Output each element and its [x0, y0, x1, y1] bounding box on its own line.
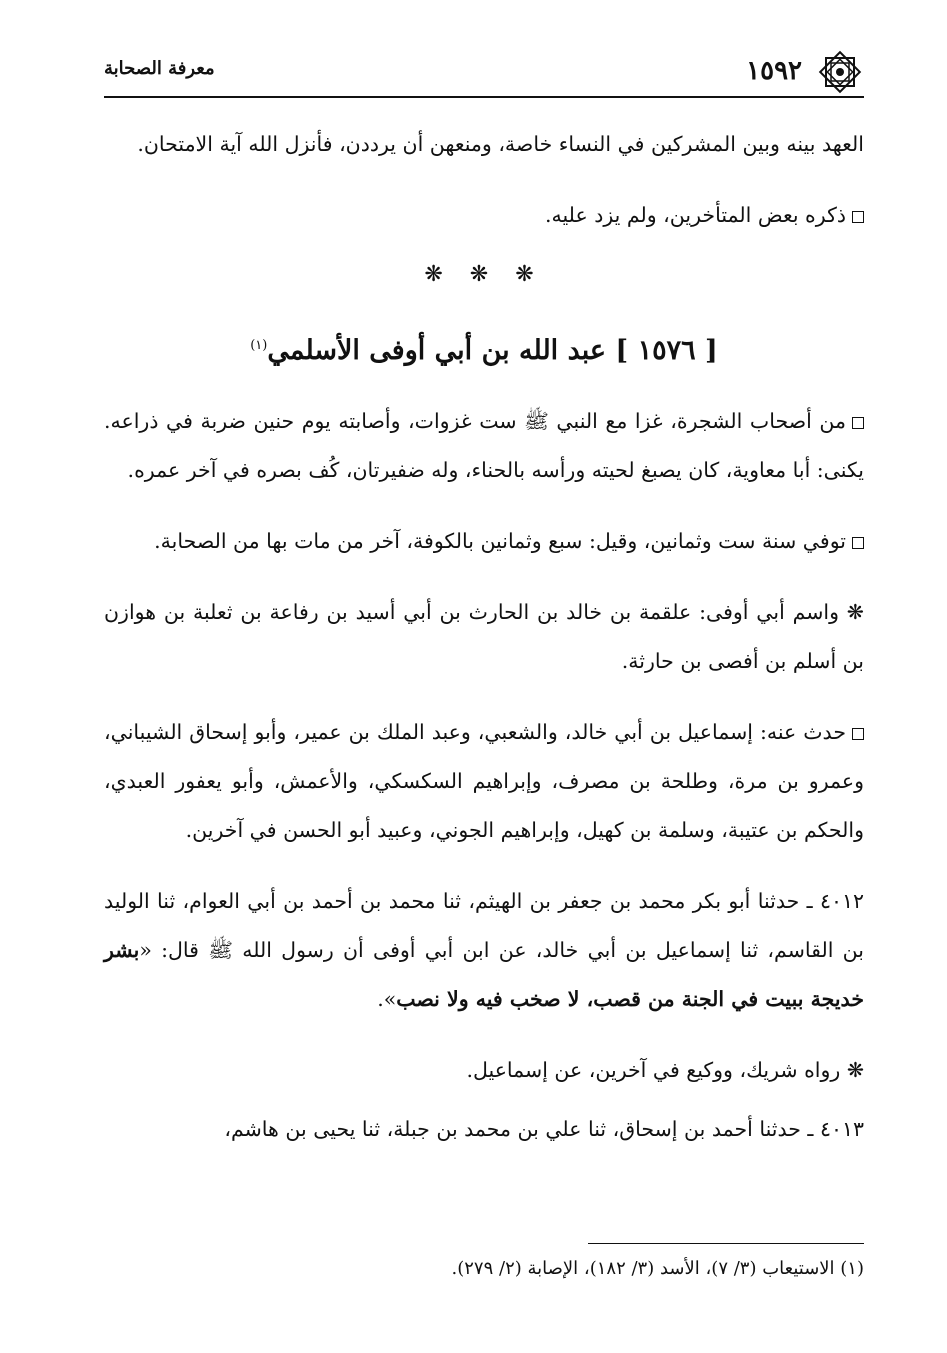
paragraph-narrators	[104, 708, 864, 855]
hadith-4012-end: ».	[377, 987, 397, 1011]
main-text	[104, 120, 864, 1176]
footnote-reference: (١)	[250, 338, 268, 353]
entry-heading	[104, 321, 864, 375]
paragraph-note	[104, 191, 864, 240]
page-number: ١٥٩٢	[746, 56, 802, 86]
running-book-title: معرفة الصحابة	[104, 58, 215, 79]
paragraph-biography	[104, 397, 864, 495]
footnote-separator	[588, 1243, 864, 1244]
footnote: (١) الاستيعاب (٣/ ٧)، الأسد (٣/ ١٨٢)، الإصابة (٢/ ٢٧٩).	[451, 1258, 864, 1279]
section-separator: ❋ ❋ ❋	[424, 262, 544, 287]
paragraph-note-text: ذكره بعض المتأخرين، ولم يزد عليه.	[544, 203, 846, 227]
paragraph-continuation: العهد بينه وبين المشركين في النساء خاصة، ومنعهن أن يرددن، فأنزل الله آية الامتحان.	[137, 132, 864, 156]
hadith-4012-matn: بشر خديجة ببيت في الجنة من قصب، لا صخب فيه ولا نصب	[104, 938, 864, 1011]
entry-heading-text: [ ١٥٧٦ ] عبد الله بن أبي أوفى الأسلمي	[267, 335, 718, 366]
hadith-4013: ٤٠١٣ ـ حدثنا أحمد بن إسحاق، ثنا علي بن محمد بن جبلة، ثنا يحيى بن هاشم،	[224, 1117, 864, 1141]
square-bullet-icon	[852, 211, 864, 223]
square-bullet-icon	[852, 417, 864, 429]
paragraph-biography-text: من أصحاب الشجرة، غزا مع النبي ﷺ ست غزوات، وأصابته يوم حنين ضربة في ذراعه. يكنى: أبا معاوية، كان يصبغ لحيته ورأسه بالحناء، وله ضفيرتان، كُف بصره في آخر عمره.	[104, 409, 864, 482]
paragraph-lineage: ❋ واسم أبي أوفى: علقمة بن خالد بن الحارث بن أبي أسيد بن رفاعة بن ثعلبة بن هوازن بن أسلم بن أفصى بن حارثة.	[104, 600, 864, 673]
hadith-4012-isnad: ٤٠١٢ ـ حدثنا أبو بكر محمد بن جعفر بن الهيثم، ثنا محمد بن أحمد بن أبي العوام، ثنا الوليد بن القاسم، ثنا إسماعيل بن أبي خالد، عن ابن أبي أوفى أن رسول الله ﷺ قال: «	[104, 889, 864, 962]
hadith-4012	[104, 877, 864, 1024]
square-bullet-icon	[852, 728, 864, 740]
paragraph-death	[104, 517, 864, 566]
page-header	[104, 52, 864, 98]
square-bullet-icon	[852, 537, 864, 549]
paragraph-narrators-text: حدث عنه: إسماعيل بن أبي خالد، والشعبي، وعبد الملك بن عمير، وأبو إسحاق الشيباني، وعمرو بن مرة، وطلحة بن مصرف، وإبراهيم السكسكي، والأعمش، وأبو يعفور العبدي، والحكم بن عتيبة، وسلمة بن كهيل، وإبراهيم الجوني، وعبيد أبو الحسن في آخرين.	[104, 720, 864, 842]
paragraph-death-text: توفي سنة ست وثمانين، وقيل: سبع وثمانين بالكوفة، آخر من مات بها من الصحابة.	[154, 529, 846, 553]
octagonal-star-ornament-icon	[816, 48, 864, 96]
header-rule	[104, 96, 864, 98]
paragraph-transmission: ❋ رواه شريك، ووكيع في آخرين، عن إسماعيل.	[466, 1058, 864, 1082]
